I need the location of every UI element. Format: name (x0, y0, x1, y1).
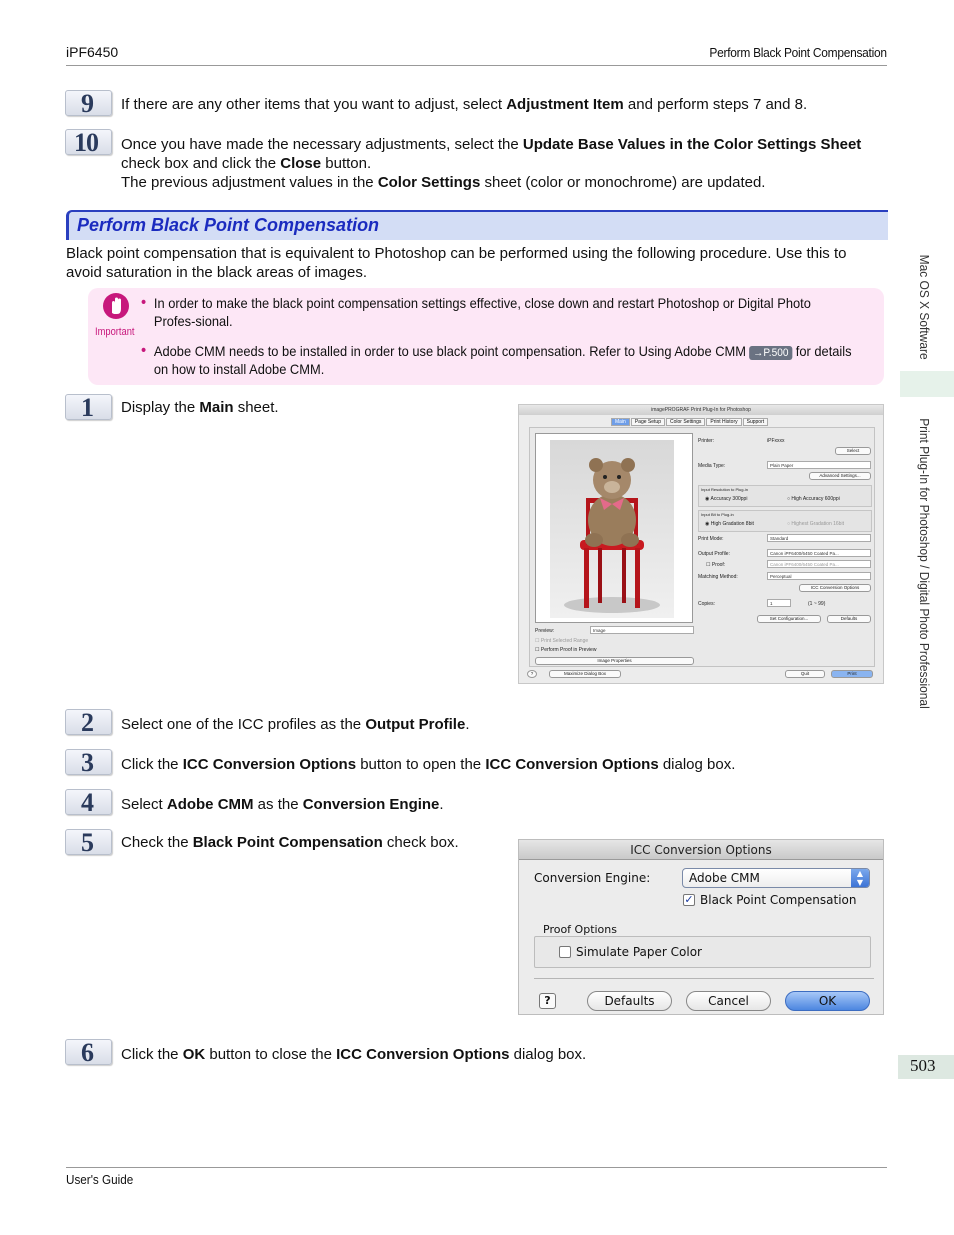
conversion-engine-label: Conversion Engine: (534, 871, 651, 885)
footer-rule (66, 1167, 887, 1168)
matching-method-label: Matching Method: (698, 574, 738, 580)
text-run: Select one of the ICC profiles as the (121, 716, 366, 733)
step-4-number: 4 (65, 789, 112, 815)
step-6-number: 6 (65, 1039, 112, 1065)
text-run: . (439, 796, 444, 813)
bit-8-label: High Gradation 8bit (710, 521, 754, 527)
text-run: Select (121, 796, 167, 813)
text-run: Display the (121, 399, 200, 416)
resolution-600-radio[interactable]: ○ High Accuracy 600ppi (787, 496, 840, 502)
step-1-number: 1 (65, 394, 112, 420)
resolution-600-label: High Accuracy 600ppi (791, 496, 840, 502)
header-section: Perform Black Point Compensation (709, 45, 887, 60)
bold-term: Conversion Engine (302, 796, 440, 813)
bold-term: Output Profile (365, 716, 466, 733)
conversion-engine-value: Adobe CMM (689, 871, 760, 885)
help-icon[interactable]: ? (539, 993, 556, 1009)
select-printer-button[interactable]: Select (835, 447, 871, 455)
preview-area (535, 433, 693, 623)
step-2-text (121, 715, 469, 734)
bold-term: Adobe CMM (166, 796, 254, 813)
proof-select[interactable]: Canon iPF6400/6450 Coated Pa... (767, 560, 871, 568)
print-range-label: Print Selected Range (540, 638, 589, 644)
output-profile-select[interactable]: Canon iPF6400/6450 Coated Pa... (767, 549, 871, 557)
cancel-button[interactable]: Cancel (686, 991, 771, 1011)
set-configuration-button[interactable]: Set Configuration... (757, 615, 821, 623)
dialog-title: ICC Conversion Options (519, 840, 883, 860)
help-button[interactable]: ? (527, 670, 537, 678)
conversion-engine-select[interactable] (682, 868, 870, 888)
step-5-text (121, 833, 459, 852)
perform-proof-label: Perform Proof in Preview (540, 647, 597, 653)
step-2-number: 2 (65, 709, 112, 735)
image-properties-button[interactable]: Image Properties (535, 657, 694, 665)
text-run: Click the (121, 756, 183, 773)
bold-term: Adjustment Item (506, 96, 624, 113)
text-run: button to open the (356, 756, 486, 773)
bold-term: Black Point Compensation (192, 834, 383, 851)
sidebar-tab-marker (900, 371, 954, 397)
step-9-number: 9 (65, 90, 112, 116)
section-title: Perform Black Point Compensation (77, 215, 380, 235)
defaults-button[interactable]: Defaults (587, 991, 672, 1011)
main-pane (529, 427, 875, 667)
step-10-number: 10 (65, 129, 112, 155)
preview-select[interactable]: Image (590, 626, 694, 634)
text-run: dialog box. (658, 756, 736, 773)
tab-main[interactable]: Main (611, 418, 630, 426)
icc-conversion-options-button[interactable]: ICC Conversion Options (799, 584, 871, 592)
advanced-settings-button[interactable]: Advanced Settings... (809, 472, 871, 480)
bold-term: ICC Conversion Options (336, 1046, 510, 1063)
text-run: . (465, 716, 470, 733)
plugin-main-sheet-screenshot (518, 404, 884, 684)
tab-page-setup[interactable]: Page Setup (631, 418, 665, 426)
proof-options-title: Proof Options (543, 923, 617, 936)
defaults-button[interactable]: Defaults (827, 615, 871, 623)
window-title: imagePROGRAF Print Plug-In for Photoshop (519, 405, 883, 415)
printer-label: Printer: (698, 438, 715, 444)
tab-color-settings[interactable]: Color Settings (666, 418, 705, 426)
bullet-icon: • (141, 342, 147, 359)
up-down-arrows-icon: ▲ ▼ (851, 869, 869, 887)
input-bit-title: Input Bit to Plug-in (701, 512, 734, 517)
input-resolution-group (698, 485, 872, 507)
dialog-separator (534, 978, 874, 979)
step-6-text (121, 1045, 586, 1064)
text-run: sheet (color or monochrome) are updated. (480, 174, 766, 191)
bit-16-radio[interactable]: ○ Highest Gradation 16bit (787, 521, 844, 527)
step-3-text (121, 755, 735, 774)
resolution-300-label: Accuracy 300ppi (710, 496, 748, 502)
important-bullet-2-text-a: Adobe CMM needs to be installed in order to use black point compensation. Refer to Using Adobe CMM (153, 343, 746, 359)
copies-input[interactable]: 1 (767, 599, 791, 607)
important-bullet-2-text-b: for details on how to install Adobe CMM. (153, 343, 852, 377)
step-10-extra (121, 173, 866, 192)
important-bullet-1 (141, 294, 931, 330)
output-profile-label: Output Profile: (698, 551, 730, 557)
resolution-300-radio[interactable]: ◉ Accuracy 300ppi (705, 496, 748, 502)
bold-term: Color Settings (377, 174, 481, 191)
tab-support[interactable]: Support (743, 418, 769, 426)
step-3-number: 3 (65, 749, 112, 775)
step-10-text (121, 135, 866, 192)
bold-term: Update Base Values in the Color Settings Sheet (522, 136, 862, 153)
intro-text: Black point compensation that is equivalent to Photoshop can be performed using the following procedure. Use this to avoid saturation in the black areas of images. (66, 245, 847, 281)
teddy-bear-photo (550, 440, 674, 618)
header-model: iPF6450 (66, 44, 119, 60)
ok-button[interactable]: OK (785, 991, 870, 1011)
proof-options-group (534, 936, 871, 968)
sidebar-label-mac-os: Mac OS X Software (917, 254, 932, 360)
proof-label: Proof: (711, 562, 726, 568)
input-resolution-title: Input Resolution to Plug-in (701, 487, 748, 492)
text-run: and perform steps 7 and 8. (623, 96, 808, 113)
important-label: Important (95, 326, 135, 338)
simulate-paper-color-label: Simulate Paper Color (576, 945, 702, 959)
bold-term: Close (280, 155, 322, 172)
copies-label: Copies: (698, 601, 715, 607)
step-1-text (121, 398, 279, 417)
proof-checkbox[interactable]: ☐ Proof: (706, 562, 726, 568)
text-run: check box and click the (121, 155, 281, 172)
important-bullet-1-text: In order to make the black point compensation settings effective, close down and restart Photoshop or Digital Photo Profes-sional. (153, 295, 811, 329)
text-run: check box. (382, 834, 459, 851)
page-number: 503 (910, 1056, 936, 1075)
text-run: Check the (121, 834, 193, 851)
bit-8-radio[interactable]: ◉ High Gradation 8bit (705, 521, 754, 527)
bit-16-label: Highest Gradation 16bit (791, 521, 844, 527)
text-run: If there are any other items that you want to adjust, select (121, 96, 507, 113)
quit-button[interactable]: Quit (785, 670, 825, 678)
page-reference-link[interactable]: →P.500 (750, 346, 793, 360)
maximize-dialog-button[interactable]: Maximize Dialog Box (549, 670, 621, 678)
black-point-compensation-checkbox[interactable]: ✓ (684, 893, 694, 906)
bold-term: Main (199, 399, 234, 416)
print-range-checkbox[interactable]: ☐ Print Selected Range (535, 638, 589, 644)
bold-term: ICC Conversion Options (485, 756, 659, 773)
print-mode-select[interactable]: Standard (767, 534, 871, 542)
footer-text: User's Guide (66, 1172, 134, 1187)
text-run: The previous adjustment values in the (121, 174, 378, 191)
input-bit-group (698, 510, 872, 532)
tab-print-history[interactable]: Print History (706, 418, 741, 426)
print-mode-label: Print Mode: (698, 536, 724, 542)
tab-bar (611, 418, 769, 426)
print-button[interactable]: Print (831, 670, 873, 678)
sidebar-label-plugin: Print Plug-In for Photoshop / Digital Photo Professional (917, 418, 932, 709)
step-4-text (121, 795, 444, 814)
bold-term: ICC Conversion Options (182, 756, 357, 773)
preview-label: Preview: (535, 628, 555, 634)
step-9-text (121, 95, 881, 114)
step-10-main (121, 135, 866, 173)
step-5-number: 5 (65, 829, 112, 855)
text-run: Once you have made the necessary adjustments, select the (121, 136, 523, 153)
matching-method-select[interactable]: Perceptual (767, 572, 871, 580)
text-run: sheet. (233, 399, 279, 416)
copies-range: (1 ~ 99) (808, 601, 826, 607)
icc-conversion-options-screenshot (518, 839, 884, 1015)
text-run: as the (253, 796, 303, 813)
simulate-paper-color-checkbox[interactable] (559, 946, 571, 958)
perform-proof-checkbox[interactable]: ☐ Perform Proof in Preview (535, 647, 597, 653)
black-point-compensation-label: Black Point Compensation (700, 893, 857, 907)
text-run: dialog box. (509, 1046, 587, 1063)
important-bullet-2 (141, 342, 931, 378)
text-run: button. (321, 155, 372, 172)
media-type-select[interactable]: Plain Paper (767, 461, 871, 469)
hand-stop-icon (103, 293, 129, 319)
printer-value: iPFxxxx (767, 438, 785, 444)
text-run: button to close the (205, 1046, 337, 1063)
bold-term: OK (182, 1046, 206, 1063)
media-type-label: Media Type: (698, 463, 726, 469)
text-run: Click the (121, 1046, 183, 1063)
bullet-icon: • (141, 294, 147, 311)
header-rule (66, 65, 887, 66)
